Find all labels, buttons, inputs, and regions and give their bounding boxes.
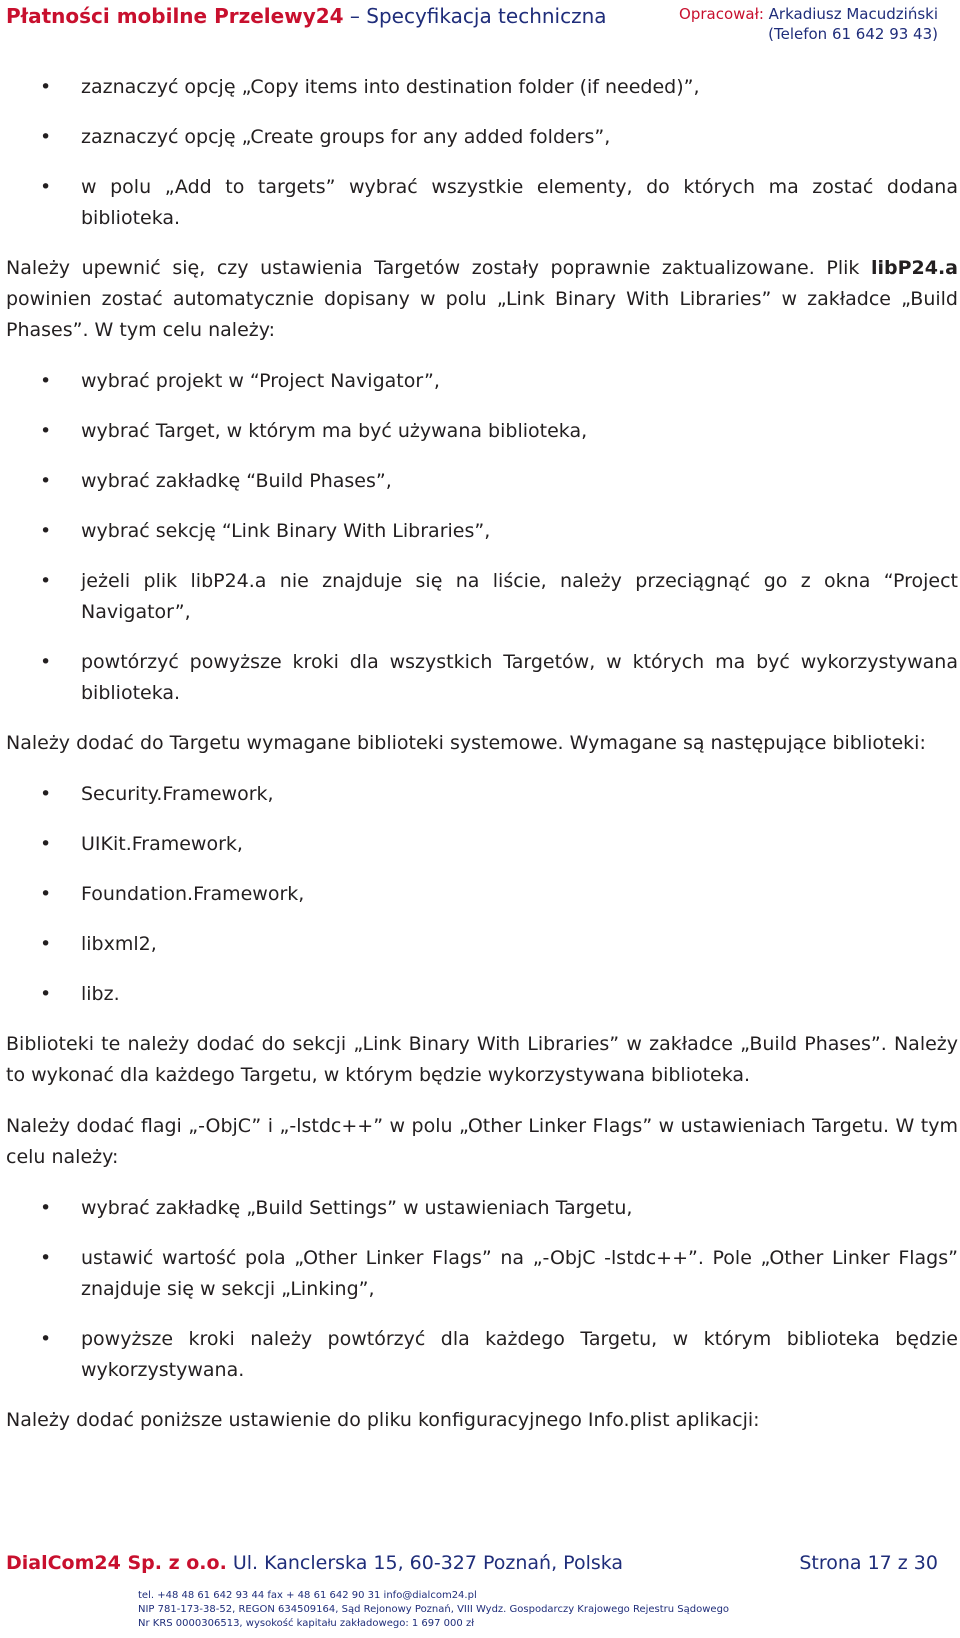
- bullet-icon: •: [40, 983, 52, 1005]
- author-line: [679, 4, 938, 24]
- page-number: Strona 17 z 30: [799, 1552, 938, 1574]
- title-subtitle: – Specyfikacja techniczna: [343, 4, 607, 28]
- list-item: • libxml2,: [6, 929, 958, 960]
- list-item: • ustawić wartość pola „Other Linker Flags” na „-ObjC -lstdc++”. Pole „Other Linker Flags” znajduje się w sekcji „Linking”,: [6, 1243, 958, 1305]
- author-name: Arkadiusz Macudziński: [763, 5, 938, 23]
- page-content: [6, 72, 958, 1456]
- bullet-list-add-files: [6, 72, 958, 234]
- footer-legal: [138, 1589, 729, 1631]
- bullet-icon: •: [40, 883, 52, 905]
- paragraph-system-libraries: Należy dodać do Targetu wymagane biblioteki systemowe. Wymagane są następujące biblioteki:: [6, 732, 926, 754]
- list-item: • powtórzyć powyższe kroki dla wszystkich Targetów, w których ma być wykorzystywana biblioteka.: [6, 647, 958, 709]
- bullet-icon: •: [40, 370, 52, 392]
- paragraph-add-libraries: Biblioteki te należy dodać do sekcji „Link Binary With Libraries” w zakładce „Build Phases”. Należy to wykonać dla każdego Targetu, w którym będzie wykorzystywana biblioteka.: [6, 1033, 958, 1086]
- footer-contact: tel. +48 48 61 642 93 44 fax + 48 61 642 90 31 info@dialcom24.pl: [138, 1590, 477, 1601]
- list-item: • Security.Framework,: [6, 779, 958, 810]
- bullet-icon: •: [40, 520, 52, 542]
- bullet-list-system-libraries: [6, 779, 958, 1010]
- bullet-icon: •: [40, 76, 52, 98]
- bullet-list-linker-flags: [6, 1193, 958, 1386]
- list-item: • UIKit.Framework,: [6, 829, 958, 860]
- paragraph-target-settings: Należy upewnić się, czy ustawienia Targetów zostały poprawnie zaktualizowane. Plik libP24.a powinien zostać automatycznie dopisany w polu „Link Binary With Libraries” w zakładce „Build Phases”. W tym celu należy:: [6, 257, 958, 341]
- bullet-icon: •: [40, 420, 52, 442]
- list-item: • w polu „Add to targets” wybrać wszystkie elementy, do których ma zostać dodana biblioteka.: [6, 172, 958, 234]
- list-item: • wybrać zakładkę „Build Settings” w ustawieniach Targetu,: [6, 1193, 958, 1224]
- bullet-icon: •: [40, 1247, 52, 1269]
- title-brand: Płatności mobilne Przelewy24: [6, 4, 344, 28]
- bullet-icon: •: [40, 933, 52, 955]
- list-item: • wybrać projekt w “Project Navigator”,: [6, 366, 958, 397]
- list-item: • jeżeli plik libP24.a nie znajduje się na liście, należy przeciągnąć go z okna “Project Navigator”,: [6, 566, 958, 628]
- footer-capital: Nr KRS 0000306513, wysokość kapitału zakładowego: 1 697 000 zł: [138, 1618, 475, 1629]
- bullet-icon: •: [40, 176, 52, 198]
- bullet-icon: •: [40, 783, 52, 805]
- bullet-icon: •: [40, 126, 52, 148]
- bullet-icon: •: [40, 651, 52, 673]
- bullet-list-build-phases: [6, 366, 958, 709]
- author-phone: (Telefon 61 642 93 43): [768, 25, 938, 43]
- bullet-icon: •: [40, 833, 52, 855]
- author-label: Opracował:: [679, 5, 764, 23]
- list-item: • powyższe kroki należy powtórzyć dla każdego Targetu, w którym biblioteka będzie wykorzystywana.: [6, 1324, 958, 1386]
- bullet-icon: •: [40, 570, 52, 592]
- footer-address: Ul. Kanclerska 15, 60-327 Poznań, Polska: [226, 1552, 624, 1574]
- library-file-name: libP24.a: [870, 257, 958, 279]
- list-item: • wybrać zakładkę “Build Phases”,: [6, 466, 958, 497]
- page-footer: [6, 1552, 938, 1580]
- document-title: [6, 4, 607, 28]
- list-item: • Foundation.Framework,: [6, 879, 958, 910]
- bullet-icon: •: [40, 1197, 52, 1219]
- author-block: [679, 4, 938, 44]
- page-header: [0, 0, 960, 44]
- list-item: • zaznaczyć opcję „Copy items into destination folder (if needed)”,: [6, 72, 958, 103]
- paragraph-linker-flags: Należy dodać flagi „-ObjC” i „-lstdc++” w polu „Other Linker Flags” w ustawieniach Targetu. W tym celu należy:: [6, 1115, 958, 1168]
- list-item: • libz.: [6, 979, 958, 1010]
- list-item: • zaznaczyć opcję „Create groups for any added folders”,: [6, 122, 958, 153]
- list-item: • wybrać sekcję “Link Binary With Libraries”,: [6, 516, 958, 547]
- list-item: • wybrać Target, w którym ma być używana biblioteka,: [6, 416, 958, 447]
- paragraph-info-plist: Należy dodać poniższe ustawienie do pliku konfiguracyjnego Info.plist aplikacji:: [6, 1409, 760, 1431]
- bullet-icon: •: [40, 1328, 52, 1350]
- bullet-icon: •: [40, 470, 52, 492]
- footer-company: DialCom24 Sp. z o.o.: [6, 1552, 227, 1574]
- footer-registry: NIP 781-173-38-52, REGON 634509164, Sąd Rejonowy Poznań, VIII Wydz. Gospodarczy Krajowego Rejestru Sądowego: [138, 1604, 730, 1615]
